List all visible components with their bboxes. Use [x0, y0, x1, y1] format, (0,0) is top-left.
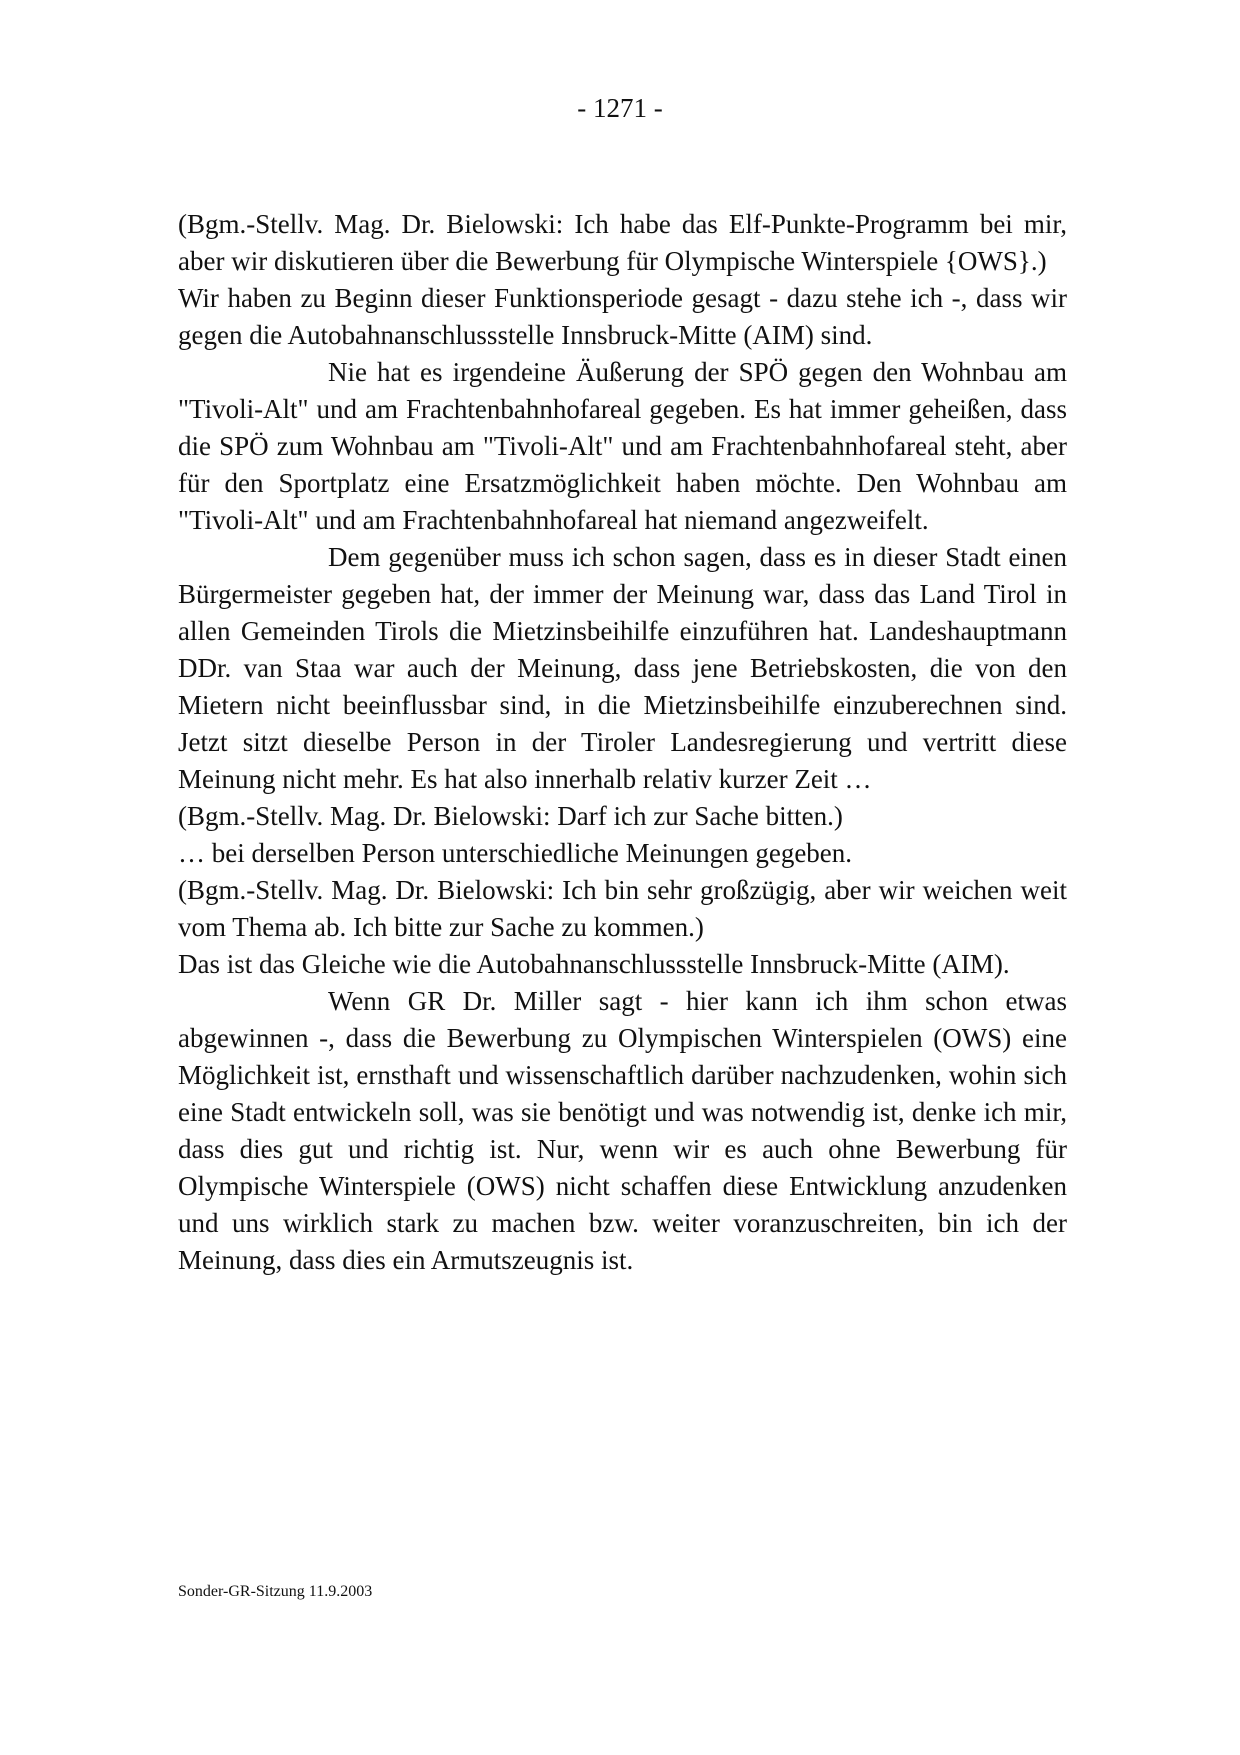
body-text [178, 206, 1067, 1279]
paragraph-interjection-1: (Bgm.-Stellv. Mag. Dr. Bielowski: Ich habe das Elf-Punkte-Programm bei mir, aber wir diskutieren über die Bewerbung für Olympische Winterspiele {OWS}.) [178, 209, 1067, 276]
footer: Sonder-GR-Sitzung 11.9.2003 [178, 1583, 373, 1600]
paragraph-5: Das ist das Gleiche wie die Autobahnanschlussstelle Innsbruck-Mitte (AIM). [178, 949, 1010, 979]
paragraph-6: Wenn GR Dr. Miller sagt - hier kann ich ihm schon etwas abgewinnen -, dass die Bewerbung zu Olympischen Winterspielen (OWS) eine Möglichkeit ist, ernsthaft und wissenschaftlich darüber nachzudenken, wohin sich eine Stadt entwickeln soll, was sie benötigt und was notwendig ist, denke ich mir, dass dies gut und richtig ist. Nur, wenn wir es auch ohne Bewerbung für Olympische Winterspiele (OWS) nicht schaffen diese Entwicklung anzudenken und uns wirklich stark zu machen bzw. weiter voranzuschreiten, bin ich der Meinung, dass dies ein Armutszeugnis ist. [178, 986, 1067, 1275]
paragraph-interjection-2: (Bgm.-Stellv. Mag. Dr. Bielowski: Darf ich zur Sache bitten.) [178, 801, 843, 831]
paragraph-3: Dem gegenüber muss ich schon sagen, dass es in dieser Stadt einen Bürgermeister gegeben hat, der immer der Meinung war, dass das Land Tirol in allen Gemeinden Tirols die Mietzinsbeihilfe einzuführen hat. Landeshauptmann DDr. van Staa war auch der Meinung, dass jene Betriebskosten, die von den Mietern nicht beeinflussbar sind, in die Mietzinsbeihilfe einzuberechnen sind. Jetzt sitzt dieselbe Person in der Tiroler Landesregierung und vertritt diese Meinung nicht mehr. Es hat also innerhalb relativ kurzer Zeit … [178, 542, 1067, 794]
paragraph-interjection-3: (Bgm.-Stellv. Mag. Dr. Bielowski: Ich bin sehr großzügig, aber wir weichen weit vom Thema ab. Ich bitte zur Sache zu kommen.) [178, 875, 1067, 942]
paragraph-2: Nie hat es irgendeine Äußerung der SPÖ gegen den Wohnbau am "Tivoli-Alt" und am Frachtenbahnhofareal gegeben. Es hat immer geheißen, dass die SPÖ zum Wohnbau am "Tivoli-Alt" und am Frachtenbahnhofareal steht, aber für den Sportplatz eine Ersatzmöglichkeit haben möchte. Den Wohnbau am "Tivoli-Alt" und am Frachtenbahnhofareal hat niemand angezweifelt. [178, 357, 1067, 535]
page-number: - 1271 - [577, 93, 663, 123]
paragraph-1: Wir haben zu Beginn dieser Funktionsperiode gesagt - dazu stehe ich -, dass wir gegen die Autobahnanschlussstelle Innsbruck-Mitte (AIM) sind. [178, 283, 1067, 350]
paragraph-4: … bei derselben Person unterschiedliche Meinungen gegeben. [178, 838, 853, 868]
